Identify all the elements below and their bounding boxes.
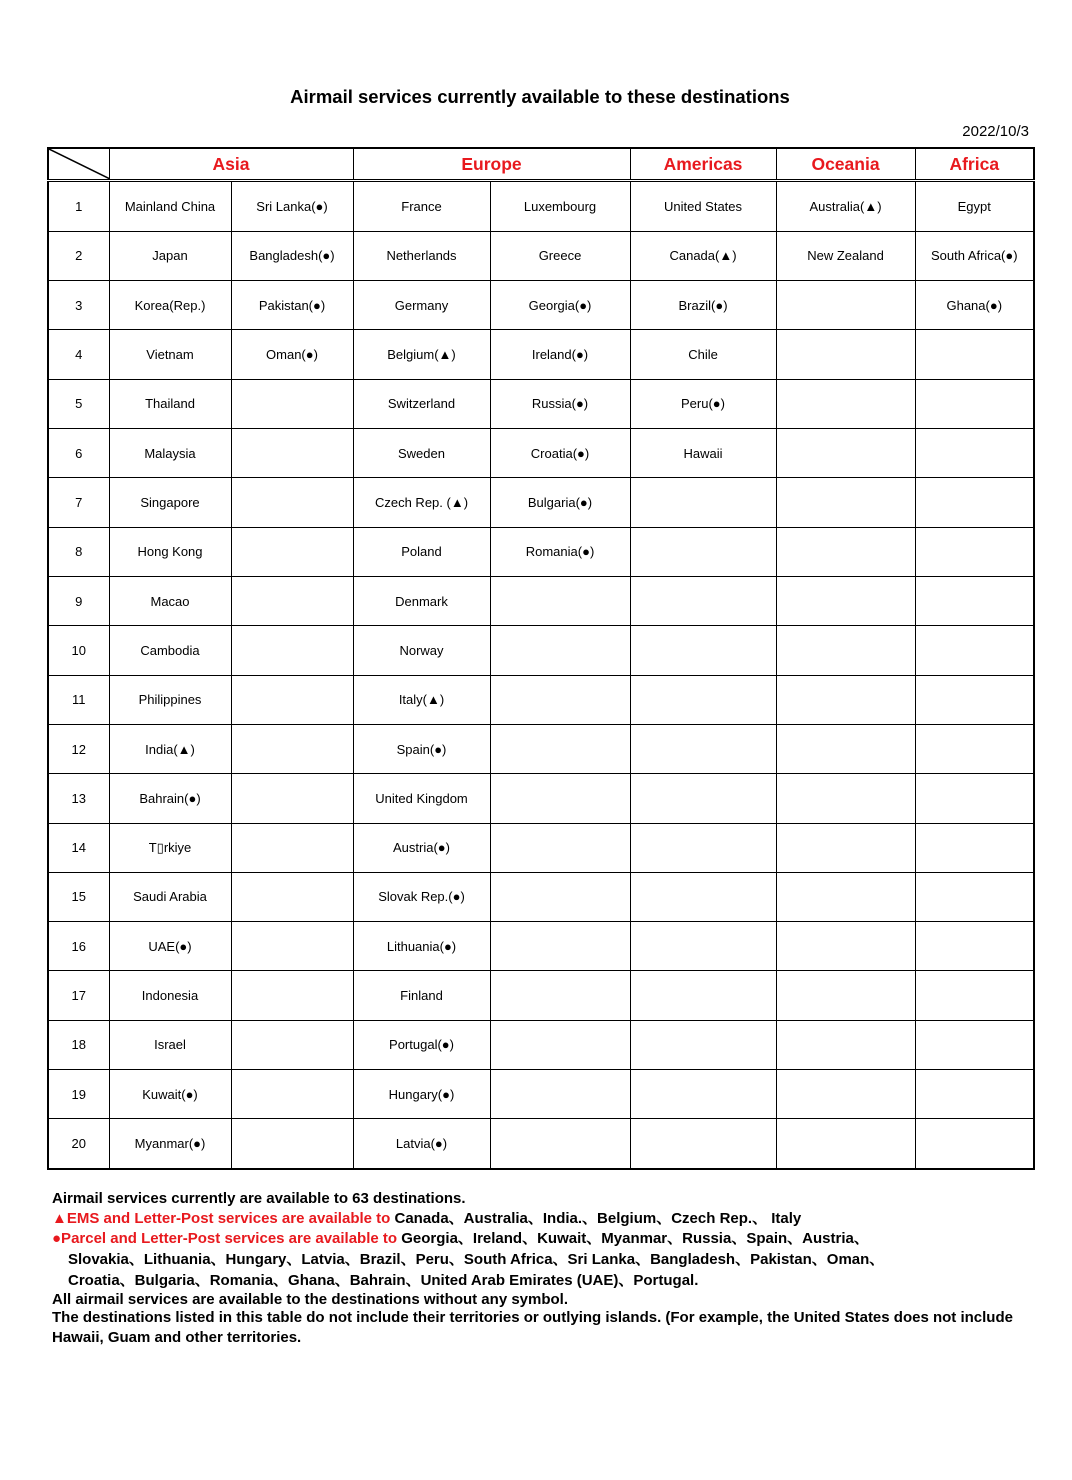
cell-asia-col-1: Macao (109, 576, 231, 625)
cell-asia-col-1: Philippines (109, 675, 231, 724)
cell-asia-col-2 (231, 379, 353, 428)
cell-oceania (776, 1070, 915, 1119)
note-no-symbol: All airmail services are available to the destinations without any symbol. (52, 1291, 569, 1308)
cell-oceania (776, 724, 915, 773)
note-parcel-label: ●Parcel and Letter-Post services are available to (52, 1230, 398, 1247)
note-ems-list: Canada、Australia、India.、Belgium、Czech Rep.、 Italy (394, 1210, 802, 1227)
cell-europe-col-2: Romania(●) (490, 527, 630, 576)
table-row (48, 872, 1034, 921)
cell-oceania: Australia(▲) (776, 181, 915, 231)
note-ems-label: ▲EMS and Letter-Post services are available to (52, 1210, 391, 1227)
table-body (48, 181, 1034, 1169)
table-row (48, 527, 1034, 576)
cell-americas (630, 774, 776, 823)
cell-africa (915, 922, 1034, 971)
cell-row-number: 13 (48, 774, 109, 823)
cell-oceania (776, 527, 915, 576)
table-row (48, 675, 1034, 724)
cell-americas (630, 971, 776, 1020)
cell-europe-col-2 (490, 724, 630, 773)
cell-oceania (776, 280, 915, 329)
cell-americas (630, 527, 776, 576)
region-header-asia: Asia (109, 148, 353, 181)
cell-americas (630, 1119, 776, 1169)
cell-americas (630, 872, 776, 921)
cell-asia-col-1: Kuwait(●) (109, 1070, 231, 1119)
corner-diagonal-cell (48, 148, 109, 181)
cell-europe-col-2 (490, 576, 630, 625)
cell-oceania (776, 823, 915, 872)
cell-europe-col-2: Croatia(●) (490, 428, 630, 477)
cell-asia-col-2 (231, 724, 353, 773)
cell-africa (915, 527, 1034, 576)
cell-asia-col-1: Saudi Arabia (109, 872, 231, 921)
cell-europe-col-2: Ireland(●) (490, 330, 630, 379)
cell-europe-col-2 (490, 1070, 630, 1119)
cell-europe-col-1: United Kingdom (353, 774, 490, 823)
cell-europe-col-2: Bulgaria(●) (490, 478, 630, 527)
cell-europe-col-1: Italy(▲) (353, 675, 490, 724)
table-row (48, 181, 1034, 231)
cell-africa (915, 1070, 1034, 1119)
cell-row-number: 10 (48, 626, 109, 675)
region-header-americas: Americas (630, 148, 776, 181)
cell-row-number: 16 (48, 922, 109, 971)
cell-asia-col-1: Myanmar(●) (109, 1119, 231, 1169)
cell-row-number: 11 (48, 675, 109, 724)
cell-europe-col-1: Sweden (353, 428, 490, 477)
table-row (48, 1020, 1034, 1069)
cell-row-number: 7 (48, 478, 109, 527)
cell-europe-col-1: Latvia(●) (353, 1119, 490, 1169)
cell-americas (630, 478, 776, 527)
cell-africa (915, 428, 1034, 477)
cell-americas: United States (630, 181, 776, 231)
cell-americas (630, 576, 776, 625)
cell-oceania (776, 872, 915, 921)
cell-europe-col-1: Belgium(▲) (353, 330, 490, 379)
cell-asia-col-1: Cambodia (109, 626, 231, 675)
cell-americas: Hawaii (630, 428, 776, 477)
note-ems (52, 1207, 1032, 1228)
cell-row-number: 19 (48, 1070, 109, 1119)
cell-europe-col-1: Switzerland (353, 379, 490, 428)
cell-europe-col-2: Luxembourg (490, 181, 630, 231)
cell-asia-col-1: T▯rkiye (109, 823, 231, 872)
cell-oceania (776, 774, 915, 823)
table-row (48, 478, 1034, 527)
cell-oceania: New Zealand (776, 231, 915, 280)
cell-row-number: 17 (48, 971, 109, 1020)
cell-europe-col-1: Czech Rep. (▲) (353, 478, 490, 527)
cell-asia-col-2 (231, 1020, 353, 1069)
cell-europe-col-2 (490, 774, 630, 823)
table-row (48, 428, 1034, 477)
table-row (48, 330, 1034, 379)
cell-europe-col-1: Portugal(●) (353, 1020, 490, 1069)
cell-row-number: 3 (48, 280, 109, 329)
cell-row-number: 5 (48, 379, 109, 428)
cell-asia-col-2 (231, 478, 353, 527)
cell-americas: Brazil(●) (630, 280, 776, 329)
cell-asia-col-1: Thailand (109, 379, 231, 428)
notes-section (52, 1190, 1032, 1348)
cell-europe-col-2 (490, 823, 630, 872)
cell-europe-col-2: Greece (490, 231, 630, 280)
note-parcel-list-1: Georgia、Ireland、Kuwait、Myanmar、Russia、Spain、Austria、 (401, 1230, 869, 1247)
cell-row-number: 20 (48, 1119, 109, 1169)
cell-americas: Chile (630, 330, 776, 379)
cell-africa (915, 724, 1034, 773)
cell-oceania (776, 330, 915, 379)
table-row (48, 626, 1034, 675)
cell-africa: Ghana(●) (915, 280, 1034, 329)
cell-americas (630, 1070, 776, 1119)
cell-asia-col-2: Pakistan(●) (231, 280, 353, 329)
cell-asia-col-1: Indonesia (109, 971, 231, 1020)
cell-europe-col-2 (490, 675, 630, 724)
cell-europe-col-2 (490, 922, 630, 971)
cell-americas (630, 626, 776, 675)
table-row (48, 379, 1034, 428)
cell-americas (630, 823, 776, 872)
cell-americas: Canada(▲) (630, 231, 776, 280)
cell-africa: Egypt (915, 181, 1034, 231)
cell-asia-col-2 (231, 428, 353, 477)
cell-europe-col-2 (490, 1020, 630, 1069)
table-header-row (48, 148, 1034, 181)
cell-africa (915, 576, 1034, 625)
cell-asia-col-2: Bangladesh(●) (231, 231, 353, 280)
document-date: 2022/10/3 (962, 123, 1029, 140)
cell-africa (915, 823, 1034, 872)
cell-europe-col-1: Netherlands (353, 231, 490, 280)
region-header-oceania: Oceania (776, 148, 915, 181)
table-row (48, 774, 1034, 823)
cell-asia-col-2 (231, 675, 353, 724)
table-row (48, 922, 1034, 971)
cell-africa (915, 1119, 1034, 1169)
cell-africa: South Africa(●) (915, 231, 1034, 280)
cell-asia-col-1: Mainland China (109, 181, 231, 231)
cell-oceania (776, 478, 915, 527)
cell-africa (915, 675, 1034, 724)
cell-europe-col-2: Georgia(●) (490, 280, 630, 329)
cell-row-number: 12 (48, 724, 109, 773)
cell-asia-col-1: Bahrain(●) (109, 774, 231, 823)
cell-europe-col-2 (490, 872, 630, 921)
cell-row-number: 2 (48, 231, 109, 280)
cell-row-number: 4 (48, 330, 109, 379)
cell-asia-col-2 (231, 823, 353, 872)
cell-africa (915, 774, 1034, 823)
cell-europe-col-1: Finland (353, 971, 490, 1020)
cell-asia-col-2 (231, 971, 353, 1020)
cell-asia-col-2 (231, 922, 353, 971)
cell-asia-col-2 (231, 1070, 353, 1119)
cell-asia-col-1: Singapore (109, 478, 231, 527)
table-row (48, 971, 1034, 1020)
cell-europe-col-2 (490, 626, 630, 675)
cell-asia-col-1: Israel (109, 1020, 231, 1069)
note-territories: The destinations listed in this table do not include their territories or outlying islands. (For example, the United States does not include Hawaii, Guam and other territories. (52, 1309, 1013, 1346)
cell-europe-col-1: Norway (353, 626, 490, 675)
table-row (48, 1070, 1034, 1119)
cell-americas (630, 675, 776, 724)
cell-row-number: 18 (48, 1020, 109, 1069)
cell-oceania (776, 675, 915, 724)
cell-europe-col-1: France (353, 181, 490, 231)
table-row (48, 231, 1034, 280)
destinations-table (47, 147, 1035, 1170)
cell-asia-col-2 (231, 774, 353, 823)
cell-row-number: 14 (48, 823, 109, 872)
table-row (48, 1119, 1034, 1169)
cell-europe-col-1: Germany (353, 280, 490, 329)
cell-oceania (776, 971, 915, 1020)
cell-africa (915, 872, 1034, 921)
cell-asia-col-2 (231, 626, 353, 675)
cell-asia-col-1: UAE(●) (109, 922, 231, 971)
cell-oceania (776, 576, 915, 625)
cell-asia-col-1: Malaysia (109, 428, 231, 477)
cell-europe-col-2: Russia(●) (490, 379, 630, 428)
region-header-africa: Africa (915, 148, 1034, 181)
cell-asia-col-1: Hong Kong (109, 527, 231, 576)
diagonal-line-icon (49, 149, 110, 179)
cell-asia-col-2 (231, 527, 353, 576)
cell-europe-col-1: Slovak Rep.(●) (353, 872, 490, 921)
cell-africa (915, 478, 1034, 527)
cell-europe-col-1: Lithuania(●) (353, 922, 490, 971)
table-row (48, 576, 1034, 625)
cell-asia-col-2 (231, 1119, 353, 1169)
cell-europe-col-1: Denmark (353, 576, 490, 625)
cell-oceania (776, 1020, 915, 1069)
table-row (48, 823, 1034, 872)
cell-row-number: 15 (48, 872, 109, 921)
cell-oceania (776, 1119, 915, 1169)
note-parcel-list-3: Croatia、Bulgaria、Romania、Ghana、Bahrain、United Arab Emirates (UAE)、Portugal. (68, 1272, 699, 1289)
region-header-europe: Europe (353, 148, 630, 181)
note-parcel-list-2: Slovakia、Lithuania、Hungary、Latvia、Brazil、Peru、South Africa、Sri Lanka、Bangladesh、Pakistan、Oman、 (68, 1251, 885, 1268)
cell-europe-col-1: Poland (353, 527, 490, 576)
cell-americas: Peru(●) (630, 379, 776, 428)
cell-oceania (776, 428, 915, 477)
cell-asia-col-2: Sri Lanka(●) (231, 181, 353, 231)
cell-row-number: 8 (48, 527, 109, 576)
cell-oceania (776, 626, 915, 675)
cell-europe-col-1: Austria(●) (353, 823, 490, 872)
cell-asia-col-1: Vietnam (109, 330, 231, 379)
cell-americas (630, 1020, 776, 1069)
cell-row-number: 6 (48, 428, 109, 477)
note-parcel (52, 1228, 1032, 1291)
cell-asia-col-2: Oman(●) (231, 330, 353, 379)
cell-africa (915, 1020, 1034, 1069)
cell-europe-col-1: Hungary(●) (353, 1070, 490, 1119)
cell-asia-col-2 (231, 872, 353, 921)
cell-asia-col-1: Korea(Rep.) (109, 280, 231, 329)
page-title: Airmail services currently available to these destinations (290, 86, 790, 107)
cell-europe-col-2 (490, 1119, 630, 1169)
cell-africa (915, 971, 1034, 1020)
cell-oceania (776, 379, 915, 428)
table-row (48, 724, 1034, 773)
cell-europe-col-1: Spain(●) (353, 724, 490, 773)
cell-oceania (776, 922, 915, 971)
cell-asia-col-2 (231, 576, 353, 625)
cell-asia-col-1: Japan (109, 231, 231, 280)
cell-europe-col-2 (490, 971, 630, 1020)
cell-africa (915, 626, 1034, 675)
cell-asia-col-1: India(▲) (109, 724, 231, 773)
table-row (48, 280, 1034, 329)
cell-americas (630, 922, 776, 971)
cell-americas (630, 724, 776, 773)
cell-africa (915, 379, 1034, 428)
cell-row-number: 1 (48, 181, 109, 231)
note-total: Airmail services currently are available to 63 destinations. (52, 1190, 466, 1207)
cell-africa (915, 330, 1034, 379)
cell-row-number: 9 (48, 576, 109, 625)
